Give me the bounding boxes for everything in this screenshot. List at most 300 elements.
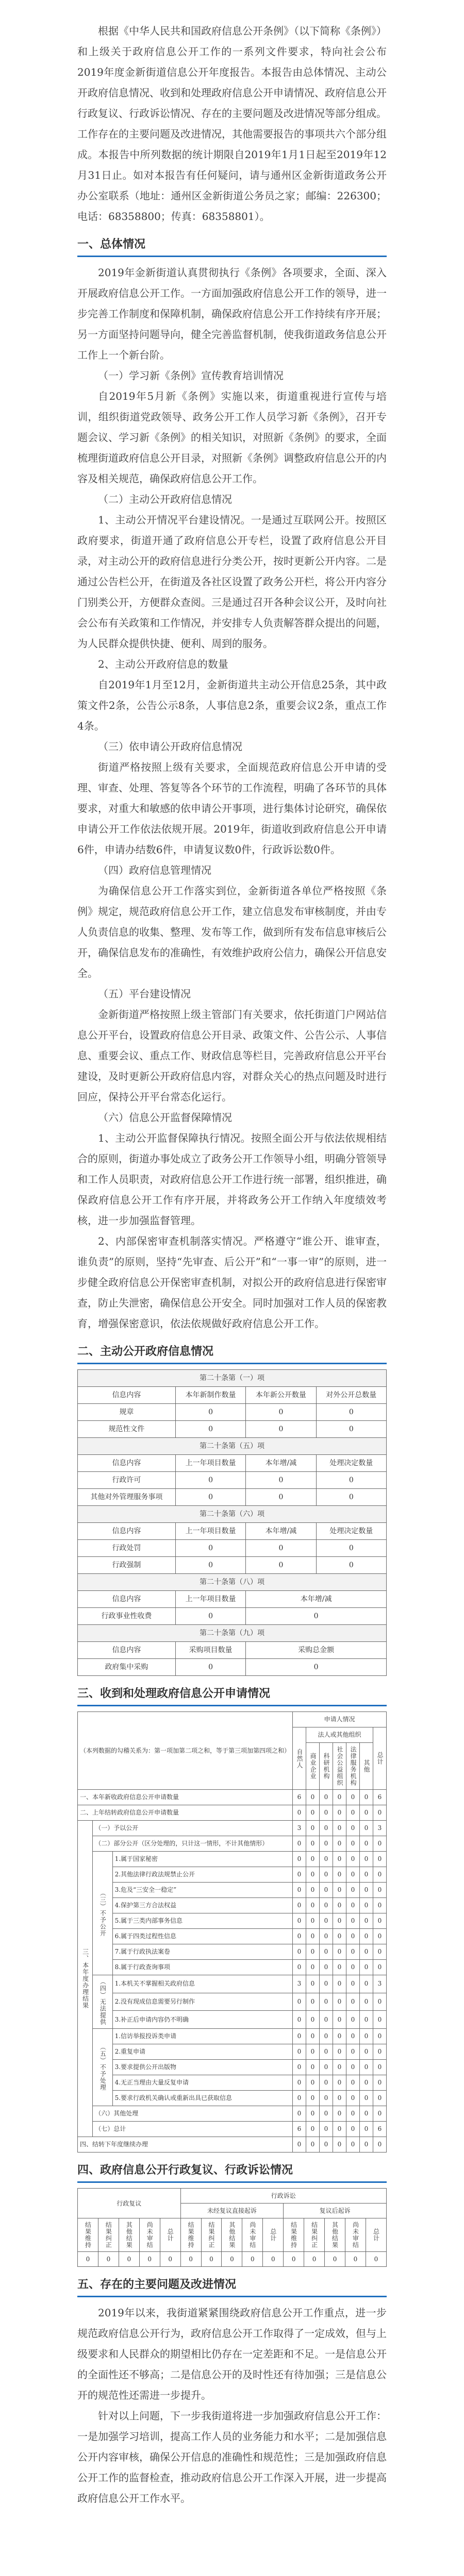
section-title-review-litigation: 四、政府信息公开行政复议、行政诉讼情况 bbox=[77, 2162, 387, 2183]
cell: 0 bbox=[346, 1898, 359, 1913]
column-header: 其他 bbox=[359, 1743, 373, 1790]
cell: 0 bbox=[319, 1993, 333, 2011]
cell: 0 bbox=[292, 1805, 306, 1821]
table-row bbox=[78, 1944, 387, 1960]
cell: 0 bbox=[346, 2075, 359, 2091]
cell: 0 bbox=[346, 2029, 359, 2044]
cell: 0 bbox=[175, 1557, 245, 1574]
cell: 0 bbox=[333, 1929, 346, 1944]
column-header: 法律服务机构 bbox=[346, 1743, 359, 1790]
cell: 0 bbox=[359, 2122, 373, 2137]
cell: 4.保护第三方合法权益 bbox=[112, 1898, 292, 1913]
cell: 0 bbox=[373, 1913, 386, 1929]
table-row bbox=[78, 2091, 387, 2106]
column-header: 其他结果 bbox=[325, 2218, 345, 2252]
cell: 0 bbox=[319, 1805, 333, 1821]
column-header: 本年新公开数量 bbox=[246, 1387, 316, 1404]
column-header: 总计 bbox=[373, 1727, 386, 1790]
column-header: 信息内容 bbox=[78, 1642, 176, 1659]
cell: 0 bbox=[359, 1960, 373, 1975]
cell: 0 bbox=[373, 2137, 386, 2153]
cell: 0 bbox=[319, 2044, 333, 2060]
subheading: （五）平台建设情况 bbox=[98, 988, 191, 1000]
cell: 0 bbox=[175, 1489, 245, 1506]
cell: 0 bbox=[306, 1867, 319, 1883]
cell: 0 bbox=[333, 1790, 346, 1805]
cell: 0 bbox=[306, 1944, 319, 1960]
column-header: 结果纠正 bbox=[304, 2218, 325, 2252]
column-header: 上一年项目数量 bbox=[175, 1455, 245, 1472]
cell: 3.要求提供公开出版物 bbox=[112, 2060, 292, 2075]
cell: 0 bbox=[359, 1944, 373, 1960]
table-group-header: 第二十条第（五）项 bbox=[78, 1438, 387, 1455]
cell: 0 bbox=[175, 1540, 245, 1557]
cell: 0 bbox=[284, 2252, 304, 2267]
paragraph: 2019年金新街道认真贯彻执行《条例》各项要求，全面、深入开展政府信息公开工作。一方面加强政府信息公开工作的领导，进一步完善工作制度和保障机制，确保政府信息公开工作持续有序开展；另一方面坚持问题导向，健全完善监督机制，使我街道政务信息公开工作上一个新台阶。 bbox=[77, 266, 387, 361]
cell: 0 bbox=[292, 1993, 306, 2011]
cell: 0 bbox=[359, 1898, 373, 1913]
cell: 1.信访举报投诉类申请 bbox=[112, 2029, 292, 2044]
cell: 0 bbox=[373, 1805, 386, 1821]
review-litigation-table bbox=[77, 2188, 387, 2267]
table-row bbox=[78, 1993, 387, 2011]
table-row bbox=[78, 1836, 387, 1852]
row-group-label: （三）不予公开 bbox=[93, 1852, 112, 1975]
cell: 0 bbox=[306, 1883, 319, 1898]
cell: 0 bbox=[319, 2029, 333, 2044]
table-row bbox=[78, 1960, 387, 1975]
cell: 0 bbox=[333, 1836, 346, 1852]
cell: 0 bbox=[359, 1975, 373, 1993]
column-header: 结果维持 bbox=[78, 2218, 98, 2252]
cell: 0 bbox=[373, 2044, 386, 2060]
cell: 0 bbox=[246, 1540, 316, 1557]
cell: 0 bbox=[333, 2075, 346, 2091]
cell: 0 bbox=[316, 1540, 386, 1557]
cell: 0 bbox=[319, 1836, 333, 1852]
cell: 0 bbox=[292, 2137, 306, 2153]
cell: 0 bbox=[292, 2011, 306, 2029]
cell: 0 bbox=[306, 1913, 319, 1929]
cell: 0 bbox=[373, 2060, 386, 2075]
cell: 0 bbox=[359, 2029, 373, 2044]
cell: 0 bbox=[292, 1898, 306, 1913]
cell: 0 bbox=[333, 1883, 346, 1898]
cell: 0 bbox=[359, 1790, 373, 1805]
cell: 0 bbox=[333, 2137, 346, 2153]
cell: 0 bbox=[373, 1836, 386, 1852]
column-header: 信息内容 bbox=[78, 1387, 176, 1404]
cell: 0 bbox=[319, 1929, 333, 1944]
cell: 0 bbox=[292, 2106, 306, 2122]
cell: 0 bbox=[78, 2252, 98, 2267]
cell: 0 bbox=[346, 2122, 359, 2137]
paragraph: 2、内部保密审查机制落实情况。严格遵守“谁公开、谁审查，谁负责”的原则，坚持“先审查、后公开”和“一事一审”的原则，进一步健全政府信息公开保密审查机制，对拟公开的政府信息进行保密审查，防止失泄密，确保信息公开安全。同时加强对工作人员的保密教育，增强保密意识，依法依规做好政府信息公开工作。 bbox=[77, 1235, 387, 1330]
cell: 0 bbox=[306, 2091, 319, 2106]
column-header: 对外公开总数量 bbox=[316, 1387, 386, 1404]
cell: 0 bbox=[319, 2091, 333, 2106]
cell: 0 bbox=[306, 2060, 319, 2075]
section-title-overview: 一、总体情况 bbox=[77, 236, 387, 257]
table-row bbox=[78, 1852, 387, 1867]
column-header: 商业企业 bbox=[306, 1743, 319, 1790]
cell: 0 bbox=[292, 2029, 306, 2044]
column-header: 社会公益组织 bbox=[333, 1743, 346, 1790]
cell: （六）其他处理 bbox=[93, 2106, 293, 2122]
cell: 3 bbox=[373, 1821, 386, 1836]
cell: 6 bbox=[373, 2122, 386, 2137]
paragraph: 自2019年1月至12月，金新街道共主动公开信息25条，其中政策文件2条，公告公示8条，人事信息2条，重要会议2条，重点工作4条。 bbox=[77, 679, 387, 732]
cell: 0 bbox=[319, 2122, 333, 2137]
cell: 0 bbox=[306, 1993, 319, 2011]
cell: 3 bbox=[292, 1975, 306, 1993]
cell: 0 bbox=[319, 1790, 333, 1805]
cell: 0 bbox=[333, 1993, 346, 2011]
table-row bbox=[78, 2044, 387, 2060]
column-header: 处理决定数量 bbox=[316, 1455, 386, 1472]
cell: 0 bbox=[319, 2075, 333, 2091]
column-header: 行政复议 bbox=[78, 2189, 181, 2218]
cell: 0 bbox=[359, 2137, 373, 2153]
cell: 0 bbox=[333, 1913, 346, 1929]
cell: 0 bbox=[263, 2252, 284, 2267]
table-row bbox=[78, 2252, 387, 2267]
cell: 0 bbox=[359, 2060, 373, 2075]
cell: 0 bbox=[246, 1608, 387, 1625]
paragraph: 2019年以来，我街道紧紧围绕政府信息公开工作重点，进一步规范政府信息公开行为，政府信息公开工作取得了一定成效，但与上级要求和人民群众的期望相比仍存在一定差距和不足。一是信息公开的全面性还不够高；二是信息公开的及时性还有待加强；三是信息公开的规范性还需进一步提升。 bbox=[77, 2307, 387, 2401]
cell: 0 bbox=[292, 1852, 306, 1867]
cell: 0 bbox=[175, 1472, 245, 1489]
column-header: 信息内容 bbox=[78, 1591, 176, 1608]
cell: 0 bbox=[359, 1993, 373, 2011]
cell: 0 bbox=[319, 1821, 333, 1836]
cell: 6 bbox=[292, 1790, 306, 1805]
column-header: 复议后起诉 bbox=[284, 2204, 387, 2218]
cell: 0 bbox=[292, 1913, 306, 1929]
paragraph: 1、主动公开情况平台建设情况。一是通过互联网公开。按照区政府要求，街道开通了政府信息公开专栏，设置了政府信息公开目录，对主动公开的政府信息进行分类公开，按时更新公开内容。二是通过公告栏公开，在街道及各社区设置了政务公开栏，将公开内容分门别类公开，方便群众查阅。三是通过召开各种会议公开，及时向社会公布有关政策和工作情况，并安排专人负责解答群众提出的问题，为人民群众提供快捷、便利、周到的服务。 bbox=[77, 514, 387, 650]
cell: 0 bbox=[306, 1852, 319, 1867]
cell: 6.属于四类过程性信息 bbox=[112, 1929, 292, 1944]
table-row bbox=[78, 1540, 387, 1557]
cell: 0 bbox=[306, 1836, 319, 1852]
cell: 0 bbox=[346, 1805, 359, 1821]
cell: 0 bbox=[139, 2252, 160, 2267]
table-row bbox=[78, 1659, 387, 1676]
cell: 0 bbox=[319, 1883, 333, 1898]
cell: 0 bbox=[304, 2252, 325, 2267]
cell: 0 bbox=[175, 1421, 245, 1438]
cell: （二）部分公开（区分处理的，只计这一情形，不计其他情形） bbox=[93, 1836, 293, 1852]
cell: （一）予以公开 bbox=[93, 1821, 293, 1836]
subheading: （一）学习新《条例》宣传教育培训情况 bbox=[98, 369, 284, 382]
cell: 0 bbox=[346, 1975, 359, 1993]
cell: 0 bbox=[346, 2091, 359, 2106]
cell: 0 bbox=[306, 1975, 319, 1993]
table-row bbox=[78, 2075, 387, 2091]
cell: 0 bbox=[346, 1852, 359, 1867]
cell: 0 bbox=[292, 1929, 306, 1944]
cell: 0 bbox=[359, 1852, 373, 1867]
cell: 0 bbox=[373, 1867, 386, 1883]
cell: 0 bbox=[333, 1975, 346, 1993]
cell: 0 bbox=[373, 1898, 386, 1913]
cell: 0 bbox=[333, 1821, 346, 1836]
cell: 0 bbox=[292, 1944, 306, 1960]
cell: 行政强制 bbox=[78, 1557, 176, 1574]
cell: 0 bbox=[180, 2252, 201, 2267]
column-header: 科研机构 bbox=[319, 1743, 333, 1790]
cell: 0 bbox=[346, 2060, 359, 2075]
intro-paragraph: 根据《中华人民共和国政府信息公开条例》（以下简称《条例》）和上级关于政府信息公开工作的一系列文件要求，特向社会公布2019年度金新街道信息公开年度报告。本报告由总体情况、主动公开政府信息情况、收到和处理政府信息公开申请情况、政府信息公开行政复议、行政诉讼情况、存在的主要问题及改进情况等部分组成。工作存在的主要问题及改进情况，其他需要报告的事项共六个部分组成。本报告中所列数据的统计期限自2019年1月1日起至2019年12月31日止。如对本报告有任何疑问，请与通州区金新街道政务公开办公室联系（地址：通州区金新街道公务员之家；邮编：226300；电话：68358800；传真：68358801）。 bbox=[77, 25, 387, 223]
column-header: 总计 bbox=[160, 2218, 180, 2252]
cell: 8.属于行政查询事项 bbox=[112, 1960, 292, 1975]
cell: 0 bbox=[346, 1960, 359, 1975]
cell: 0 bbox=[201, 2252, 222, 2267]
cell: 行政处罚 bbox=[78, 1540, 176, 1557]
cell: 0 bbox=[333, 1852, 346, 1867]
paragraph: 针对以上问题，下一步我街道将进一步加强政府信息公开工作：一是加强学习培训，提高工作人员的业务能力和水平；二是加强信息公开内容审核，确保公开信息的准确性和规范性；三是加强政府信息公开工作的监督检查，推动政府信息公开工作深入开展，进一步提高政府信息公开工作水平。 bbox=[77, 2410, 387, 2504]
cell: 0 bbox=[306, 1821, 319, 1836]
row-group-label: 三、本年度办理结果 bbox=[78, 1821, 93, 2137]
cell: 6 bbox=[292, 2122, 306, 2137]
column-header: 总计 bbox=[263, 2218, 284, 2252]
cell: 6 bbox=[373, 1790, 386, 1805]
table-row bbox=[78, 2137, 387, 2153]
cell: 0 bbox=[359, 2075, 373, 2091]
cell: 0 bbox=[333, 1805, 346, 1821]
cell: 0 bbox=[306, 1929, 319, 1944]
cell: 一、本年新收政府信息公开申请数量 bbox=[78, 1790, 293, 1805]
cell: 0 bbox=[325, 2252, 345, 2267]
table-row bbox=[78, 2011, 387, 2029]
cell: 0 bbox=[319, 2137, 333, 2153]
table-row bbox=[78, 2106, 387, 2122]
table-group-header: 第二十条第（一）项 bbox=[78, 1370, 387, 1387]
column-header: 申请人情况 bbox=[292, 1712, 386, 1727]
column-header: 本年增/减 bbox=[246, 1591, 387, 1608]
cell: 0 bbox=[246, 1472, 316, 1489]
cell: 0 bbox=[346, 1913, 359, 1929]
cell: 0 bbox=[246, 1659, 387, 1676]
table-group-header: 第二十条第（九）项 bbox=[78, 1625, 387, 1642]
paragraph: 自2019年5月新《条例》实施以来，街道重视进行宣传与培训，组织街道党政领导、政务公开工作人员学习新《条例》，召开专题会议、学习新《条例》的相关知识，对照新《条例》的要求，全面梳理街道政府信息公开目录，对照新《条例》调整政府信息公开的内容及相关规范，确保政府信息公开工作。 bbox=[77, 390, 387, 485]
cell: 0 bbox=[306, 2106, 319, 2122]
cell: 0 bbox=[160, 2252, 180, 2267]
column-header: 本年新制作数量 bbox=[175, 1387, 245, 1404]
cell: 0 bbox=[175, 1404, 245, 1421]
cell: 0 bbox=[359, 1805, 373, 1821]
cell: 0 bbox=[346, 1836, 359, 1852]
table-row bbox=[78, 1472, 387, 1489]
cell: 0 bbox=[373, 1883, 386, 1898]
column-header: 本年增/减 bbox=[246, 1523, 316, 1540]
column-header: 法人或其他组织 bbox=[306, 1727, 373, 1743]
table-row bbox=[78, 1929, 387, 1944]
section-title-applications: 三、收到和处理政府信息公开申请情况 bbox=[77, 1685, 387, 1706]
cell: 2.重复申请 bbox=[112, 2044, 292, 2060]
cell: 0 bbox=[373, 2091, 386, 2106]
cell: 0 bbox=[292, 2060, 306, 2075]
cell: 0 bbox=[306, 2137, 319, 2153]
column-header: 处理决定数量 bbox=[316, 1523, 386, 1540]
cell: 0 bbox=[319, 1913, 333, 1929]
cell: 行政许可 bbox=[78, 1472, 176, 1489]
column-header: 总计 bbox=[366, 2218, 386, 2252]
column-header: 尚未审结 bbox=[139, 2218, 160, 2252]
cell: 0 bbox=[306, 1960, 319, 1975]
column-header: 未经复议直接起诉 bbox=[180, 2204, 284, 2218]
cell: 2.没有现成信息需要另行制作 bbox=[112, 1993, 292, 2011]
table-row bbox=[78, 1404, 387, 1421]
cell: 0 bbox=[319, 2060, 333, 2075]
cell: 0 bbox=[333, 2106, 346, 2122]
cell: 0 bbox=[319, 1867, 333, 1883]
cell: 0 bbox=[359, 2106, 373, 2122]
column-header: 行政诉讼 bbox=[180, 2189, 386, 2204]
cell: 0 bbox=[359, 1883, 373, 1898]
table-row bbox=[78, 2029, 387, 2044]
cell: 4.无正当理由大量反复申请 bbox=[112, 2075, 292, 2091]
cell: 0 bbox=[292, 1960, 306, 1975]
cell: 3.补正后申请内容仍不明确 bbox=[112, 2011, 292, 2029]
paragraph: 为确保信息公开工作落实到位，金新街道各单位严格按照《条例》规定，规范政府信息公开工作，建立信息发布审核制度，并由专人负责信息的收集、整理、发布等工作，做到所有发布信息审核后公开，确保信息发布的准确性，有效维护政府公信力，确保公开信息安全。 bbox=[77, 885, 387, 979]
cell: 0 bbox=[306, 1898, 319, 1913]
cell: 0 bbox=[292, 1867, 306, 1883]
cell: 0 bbox=[175, 1659, 245, 1676]
cell: 0 bbox=[346, 2106, 359, 2122]
column-header: 尚未审结 bbox=[345, 2218, 366, 2252]
column-header: 本年增/减 bbox=[246, 1455, 316, 1472]
cell: 0 bbox=[333, 2029, 346, 2044]
cell: 0 bbox=[359, 1929, 373, 1944]
cell: 0 bbox=[316, 1472, 386, 1489]
cell: 0 bbox=[359, 2011, 373, 2029]
cell: 0 bbox=[316, 1489, 386, 1506]
paragraph: 2、主动公开政府信息的数量 bbox=[98, 658, 228, 670]
cell: 3 bbox=[292, 1821, 306, 1836]
cell: 3 bbox=[373, 1975, 386, 1993]
table-row bbox=[78, 2122, 387, 2137]
subheading: （二）主动公开政府信息情况 bbox=[98, 493, 232, 505]
cell: 0 bbox=[319, 2011, 333, 2029]
row-group-label: （五）不予处理 bbox=[93, 2029, 112, 2106]
cell: 二、上年结转政府信息公开申请数量 bbox=[78, 1805, 293, 1821]
column-header: 结果维持 bbox=[180, 2218, 201, 2252]
table-row bbox=[78, 1489, 387, 1506]
cell: 0 bbox=[246, 1489, 316, 1506]
cell: 0 bbox=[319, 1975, 333, 1993]
cell: 规范性文件 bbox=[78, 1421, 176, 1438]
cell: 0 bbox=[292, 2091, 306, 2106]
cell: 0 bbox=[306, 1805, 319, 1821]
cell: 0 bbox=[316, 1421, 386, 1438]
table-group-header: 第二十条第（六）项 bbox=[78, 1506, 387, 1523]
cell: 0 bbox=[292, 2044, 306, 2060]
cell: 0 bbox=[175, 1608, 245, 1625]
cell: 0 bbox=[316, 1557, 386, 1574]
table-row bbox=[78, 1883, 387, 1898]
paragraph: 1、主动公开监督保障执行情况。按照全面公开与依法依规相结合的原则，街道办事处成立了政务公开工作领导小组，明确分管领导和工作人员职责，对政府信息公开工作进行统一部署，组织推进，确保政府信息公开工作有序开展，并将政务公开工作纳入年度绩效考核，进一步加强监督管理。 bbox=[77, 1132, 387, 1227]
cell: 1.本机关不掌握相关政府信息 bbox=[112, 1975, 292, 1993]
cell: 规章 bbox=[78, 1404, 176, 1421]
paragraph: 街道严格按照上级有关要求，全面规范政府信息公开申请的受理、审查、处理、答复等各个环节的工作流程，明确了各环节的具体要求，对重大和敏感的依申请公开事项，进行集体讨论研究，确保依申请公开工作依法依规开展。2019年，街道收到政府信息公开申请6件，申请办结数6件，申请复议数0件，行政诉讼数0件。 bbox=[77, 761, 387, 856]
cell: 0 bbox=[246, 1404, 316, 1421]
cell: 0 bbox=[316, 1404, 386, 1421]
column-header: 尚未审结 bbox=[242, 2218, 263, 2252]
column-header: 信息内容 bbox=[78, 1523, 176, 1540]
table-row bbox=[78, 1421, 387, 1438]
cell: 0 bbox=[346, 1993, 359, 2011]
cell: 0 bbox=[333, 1898, 346, 1913]
cell: 0 bbox=[345, 2252, 366, 2267]
cell: 0 bbox=[292, 1883, 306, 1898]
cell: 0 bbox=[333, 2011, 346, 2029]
column-header: 采购总金额 bbox=[246, 1642, 387, 1659]
cell: 政府集中采购 bbox=[78, 1659, 176, 1676]
cell: 0 bbox=[373, 1993, 386, 2011]
column-header: 上一年项目数量 bbox=[175, 1523, 245, 1540]
paragraph: 金新街道严格按照上级主管部门有关要求，依托街道门户网站信息公开平台，设置政府信息公开目录、政策文件、公告公示、人事信息、重要会议、重点工作、财政信息等栏目，完善政府信息公开平台建设，及时更新公开政府信息内容，对群众关心的热点问题及时进行回应，保持公开平台常态化运行。 bbox=[77, 1008, 387, 1103]
subheading: （三）依申请公开政府信息情况 bbox=[98, 740, 242, 753]
cell: 0 bbox=[246, 1421, 316, 1438]
table-row bbox=[78, 1805, 387, 1821]
cell: 0 bbox=[306, 2011, 319, 2029]
cell: 3.危及“三安全一稳定” bbox=[112, 1883, 292, 1898]
cell: 0 bbox=[359, 1913, 373, 1929]
cell: 0 bbox=[373, 1852, 386, 1867]
cell: 0 bbox=[346, 1821, 359, 1836]
table-group-header: 第二十条第（八）项 bbox=[78, 1574, 387, 1591]
section-title-proactive: 二、主动公开政府信息情况 bbox=[77, 1343, 387, 1364]
cell: 0 bbox=[373, 2106, 386, 2122]
cell: 0 bbox=[319, 2106, 333, 2122]
cell: 0 bbox=[346, 1790, 359, 1805]
cell: 0 bbox=[306, 2122, 319, 2137]
subheading: （六）信息公开监督保障情况 bbox=[98, 1111, 232, 1124]
table-row bbox=[78, 1790, 387, 1805]
cell: 0 bbox=[119, 2252, 139, 2267]
table-row bbox=[78, 1975, 387, 1993]
cell: 0 bbox=[346, 2044, 359, 2060]
cell: 0 bbox=[98, 2252, 119, 2267]
cell: 0 bbox=[333, 2060, 346, 2075]
cell: 0 bbox=[333, 1960, 346, 1975]
cell: 行政事业性收费 bbox=[78, 1608, 176, 1625]
table-row bbox=[78, 1913, 387, 1929]
cell: 0 bbox=[359, 2091, 373, 2106]
proactive-disclosure-table bbox=[77, 1369, 387, 1676]
table-row bbox=[78, 1898, 387, 1913]
cell: 0 bbox=[319, 1852, 333, 1867]
section-title-problems: 五、存在的主要问题及改进情况 bbox=[77, 2276, 387, 2297]
cell: 0 bbox=[346, 1929, 359, 1944]
cell: 0 bbox=[306, 2075, 319, 2091]
cell: 0 bbox=[346, 1944, 359, 1960]
cell: 5.要求行政机关确认或重新出具已获取信息 bbox=[112, 2091, 292, 2106]
column-header: 信息内容 bbox=[78, 1455, 176, 1472]
cell: 0 bbox=[333, 2091, 346, 2106]
cell: 0 bbox=[373, 2011, 386, 2029]
cell: 0 bbox=[292, 2075, 306, 2091]
cell: 0 bbox=[319, 1944, 333, 1960]
cell: 0 bbox=[242, 2252, 263, 2267]
column-header: 其他结果 bbox=[222, 2218, 242, 2252]
table-row bbox=[78, 1608, 387, 1625]
table-row bbox=[78, 2060, 387, 2075]
cell: 0 bbox=[346, 1883, 359, 1898]
application-handling-table bbox=[77, 1711, 387, 2153]
column-header: 自然人 bbox=[292, 1727, 306, 1790]
